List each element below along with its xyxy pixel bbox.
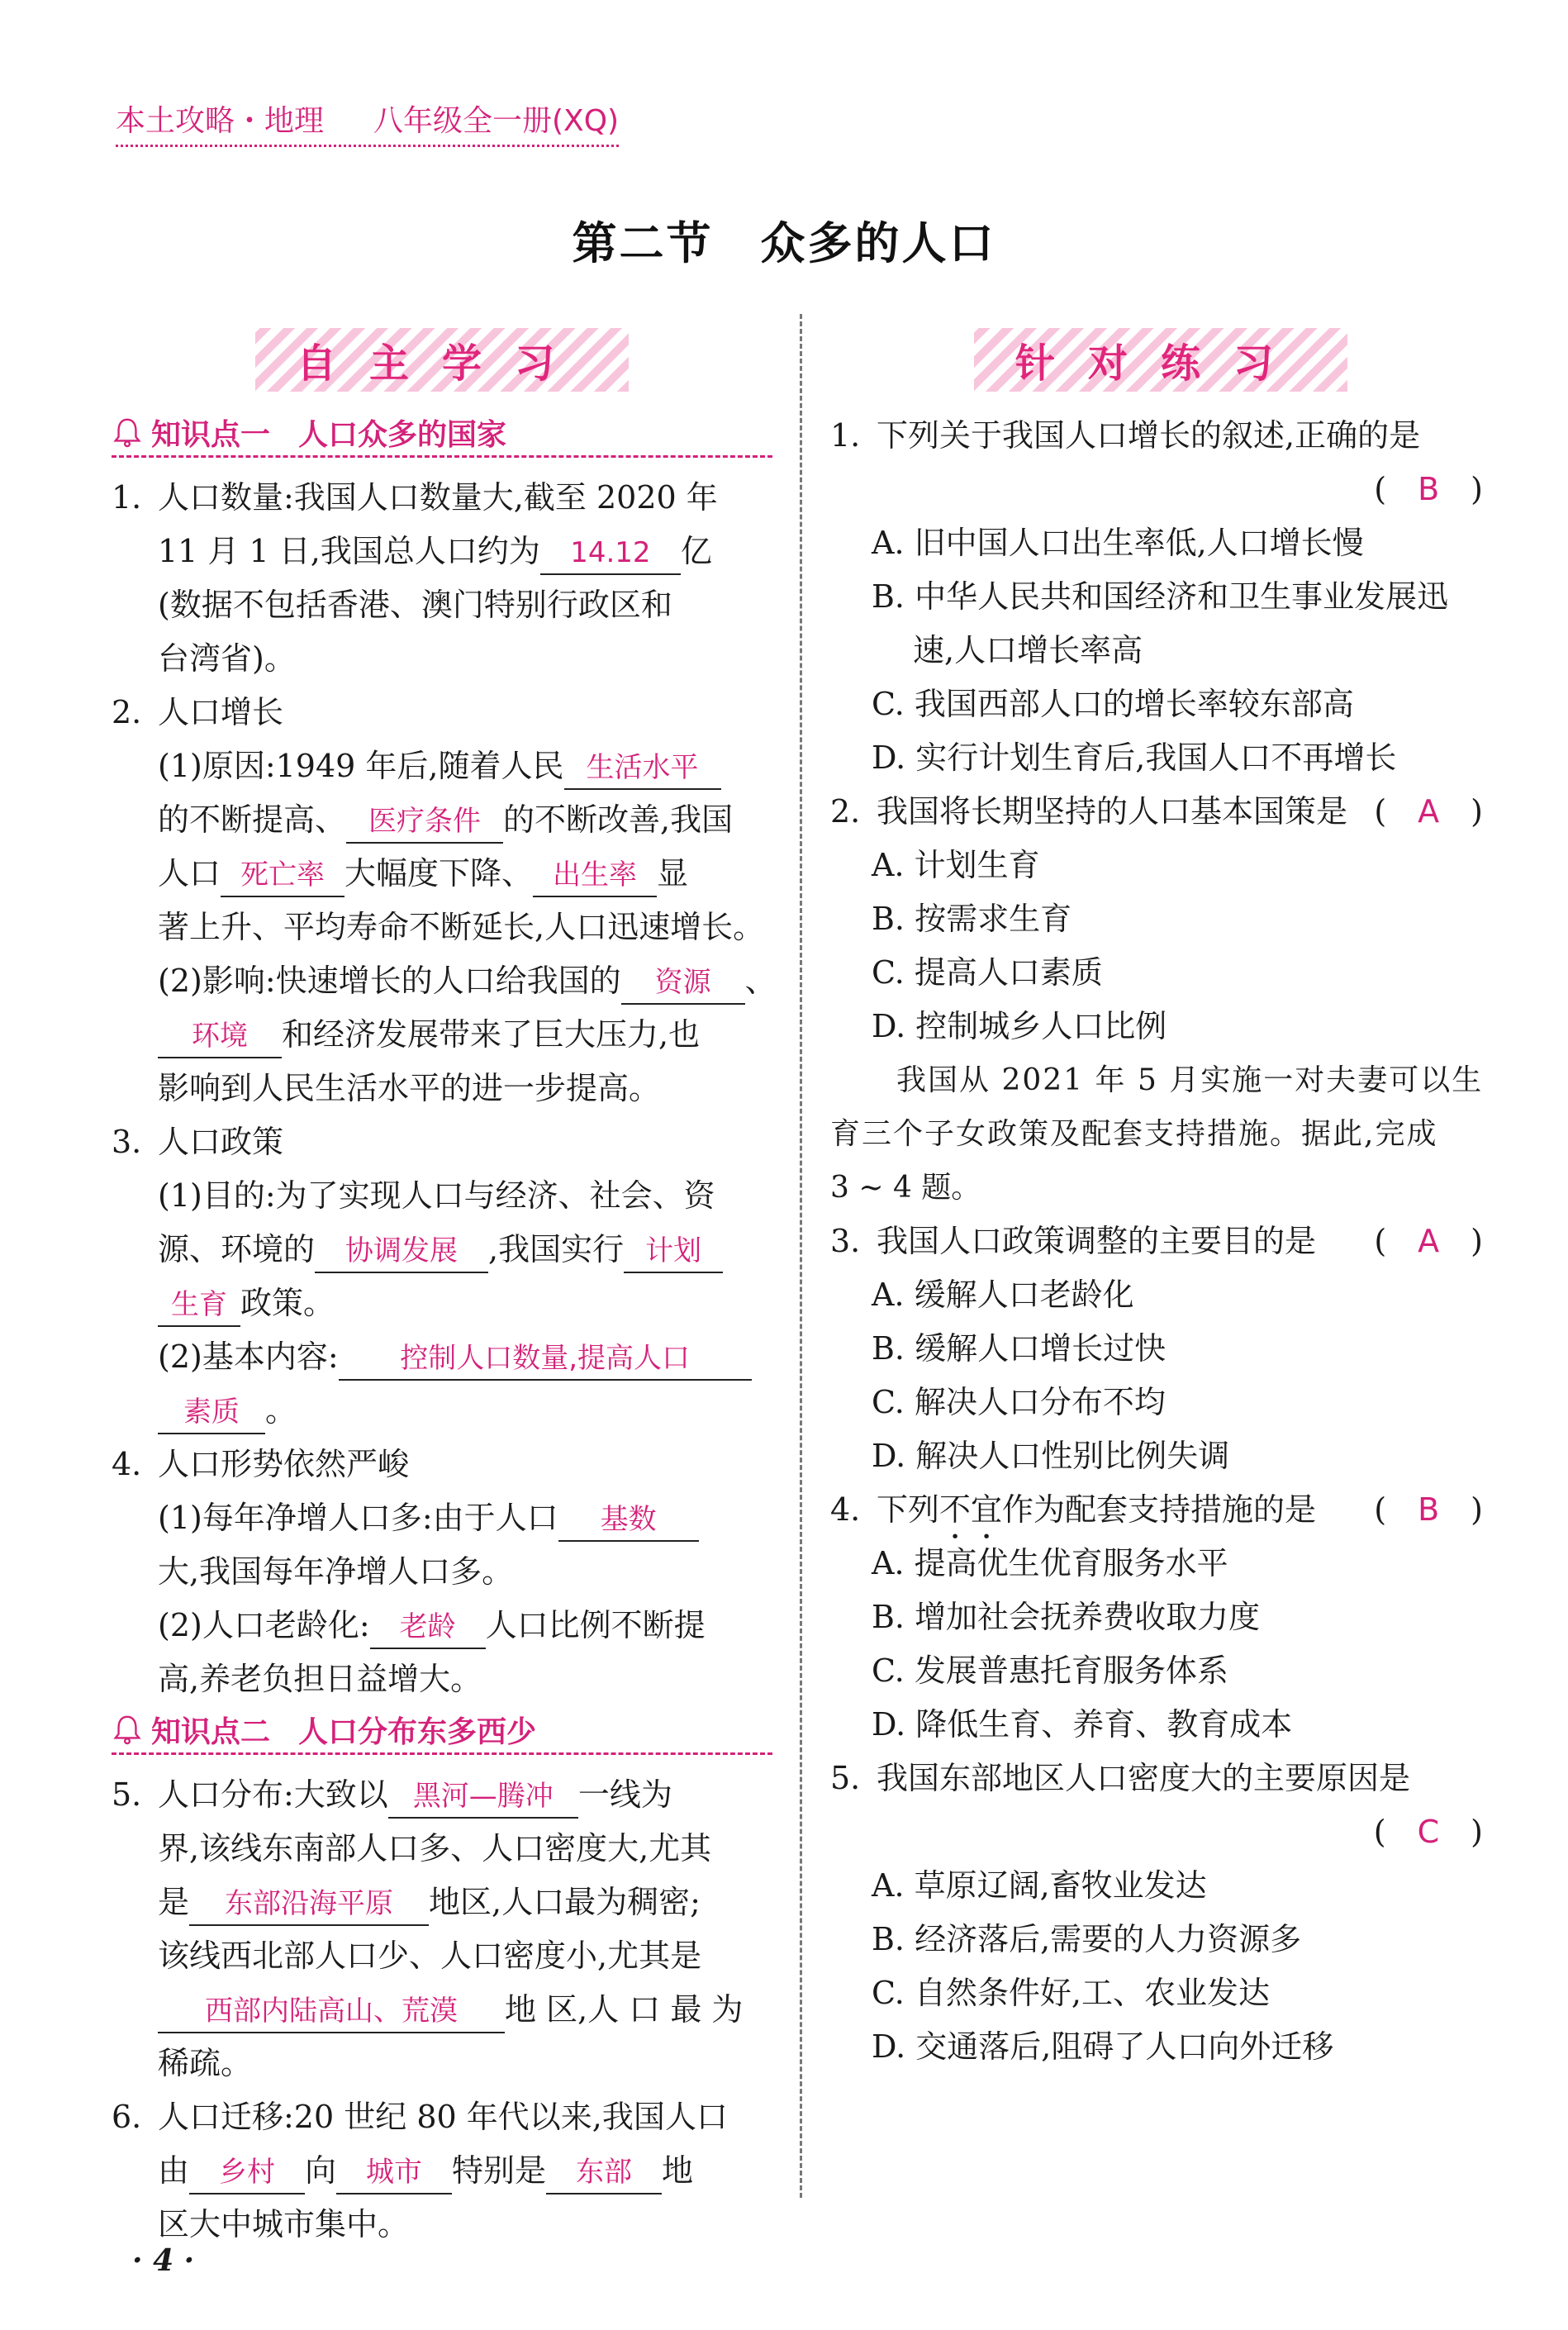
- left-item-2: [112, 686, 777, 1115]
- kp2-title: 人口分布东多西少: [298, 1714, 537, 1749]
- item-heading: 人口政策: [158, 1124, 284, 1160]
- text: 人口比例不断提: [485, 1607, 706, 1643]
- text: 该线西北部人口少、人口密度小,尤其是: [158, 1938, 702, 1974]
- text: 和经济发展带来了巨大压力,也: [282, 1016, 701, 1053]
- column-divider: [800, 314, 802, 2198]
- answer-letter: A: [1418, 793, 1440, 830]
- text: 亿: [680, 533, 712, 569]
- text: 的不断提高、: [158, 801, 347, 838]
- text: 地: [662, 2152, 694, 2189]
- item-number: 1.: [112, 479, 142, 516]
- option-b: B. 按需求生育: [872, 901, 1072, 937]
- question-stem: 作为配套支持措施的是: [1002, 1491, 1317, 1528]
- answer-letter: B: [1418, 1491, 1440, 1528]
- text: 著上升、平均寿命不断延长,人口迅速增长。: [158, 909, 765, 945]
- text: 源、环境的: [158, 1231, 316, 1267]
- option-c: C. 自然条件好,工、农业发达: [872, 1975, 1270, 2011]
- right-column: [830, 326, 1491, 2074]
- option-b: B. 经济落后,需要的人力资源多: [872, 1921, 1302, 1957]
- bell-icon: [112, 1714, 143, 1745]
- left-item-3: [112, 1115, 772, 1438]
- answer-blank: 乡村: [189, 2152, 305, 2194]
- text: 人口迁移:20 世纪 80 年代以来,我国人口: [158, 2099, 728, 2135]
- text: 人口数量:我国人口数量大,截至 2020 年: [158, 479, 718, 516]
- option-a: A. 计划生育: [872, 847, 1040, 883]
- question-number: 2.: [830, 793, 861, 830]
- answer-blank: 计划: [624, 1230, 723, 1273]
- answer-letter: A: [1418, 1223, 1440, 1259]
- answer-blank: 素质: [158, 1391, 265, 1434]
- emphasized-word: 不宜: [939, 1491, 1003, 1528]
- option-b: B. 增加社会抚养费收取力度: [872, 1599, 1261, 1635]
- answer-blank: 医疗条件: [346, 801, 503, 844]
- text: 向: [305, 2152, 337, 2189]
- bell-icon: [112, 416, 143, 448]
- text: (1)原因:1949 年后,随着人民: [158, 748, 564, 784]
- book-title: 本土攻略・地理: [116, 104, 325, 138]
- left-item-4: [112, 1438, 772, 1706]
- text: 的不断改善,我国: [503, 801, 734, 838]
- answer-blank: 资源: [621, 962, 745, 1005]
- option-d: D. 实行计划生育后,我国人口不再增长: [872, 739, 1397, 776]
- left-column: [112, 326, 777, 2252]
- text: 大,我国每年净增人口多。: [158, 1553, 514, 1590]
- question-5: [830, 1752, 1491, 2074]
- option-b: B. 缓解人口增长过快: [872, 1330, 1166, 1367]
- item-number: 3.: [112, 1124, 142, 1160]
- option-c: C. 解决人口分布不均: [872, 1384, 1166, 1420]
- text: 。: [265, 1392, 297, 1429]
- kp1-label: 知识点一: [151, 417, 271, 452]
- knowledge-point-2-header: [112, 1706, 772, 1755]
- banner-text: 自主学习: [296, 340, 587, 387]
- answer-blank: 生育: [158, 1284, 240, 1327]
- text: ,我国实行: [488, 1231, 625, 1267]
- text: 3 ~ 4 题。: [830, 1171, 981, 1205]
- question-stem: 下列关于我国人口增长的叙述,正确的是: [877, 417, 1421, 454]
- question-group-intro: [830, 1053, 1491, 1215]
- text: 一线为: [577, 1776, 672, 1813]
- answer-blank: 东部沿海平原: [189, 1883, 429, 1926]
- option-a: A. 提高优生优育服务水平: [872, 1545, 1228, 1581]
- answer-blank: 东部: [546, 2152, 662, 2194]
- question-number: 1.: [830, 417, 861, 454]
- text: 地区,人口最为稠密;: [429, 1884, 701, 1920]
- text: (1)目的:为了实现人口与经济、社会、资: [158, 1177, 715, 1214]
- answer-blank: 生活水平: [564, 747, 721, 790]
- option-d: D. 交通落后,阻碍了人口向外迁移: [872, 2028, 1334, 2065]
- answer-blank: 协调发展: [315, 1230, 488, 1273]
- text: 11 月 1 日,我国总人口约为: [158, 533, 540, 569]
- left-item-6: [112, 2090, 772, 2252]
- question-1: [830, 409, 1491, 785]
- text: 政策。: [240, 1285, 335, 1321]
- option-a: A. 缓解人口老龄化: [872, 1277, 1134, 1313]
- text: 界,该线东南部人口多、人口密度大,尤其: [158, 1830, 712, 1866]
- text: 稀疏。: [158, 2045, 253, 2081]
- text: 我国从 2021 年 5 月实施一对夫妻可以生: [896, 1063, 1484, 1097]
- text: 显: [657, 855, 689, 892]
- answer-letter: C: [1417, 1814, 1440, 1850]
- text: (2)人口老龄化:: [158, 1607, 370, 1643]
- option-c: C. 发展普惠托育服务体系: [872, 1652, 1228, 1689]
- answer-blank: 环境: [158, 1015, 282, 1058]
- kp2-label: 知识点二: [151, 1714, 271, 1749]
- item-number: 2.: [112, 694, 142, 730]
- practice-banner: [830, 326, 1491, 392]
- text: 台湾省)。: [158, 640, 296, 677]
- text: 育三个子女政策及配套支持措施。据此,完成: [830, 1117, 1438, 1151]
- answer-blank: 西部内陆高山、荒漠: [158, 1990, 505, 2033]
- book-edition: 八年级全一册(XQ): [373, 104, 620, 138]
- item-number: 4.: [112, 1446, 142, 1482]
- answer-blank: 14.12: [540, 532, 681, 575]
- question-stem: 我国人口政策调整的主要目的是: [877, 1223, 1317, 1259]
- answer-paren: ( B ): [1374, 471, 1483, 507]
- knowledge-point-1-header: [112, 409, 772, 458]
- item-number: 6.: [112, 2099, 142, 2135]
- kp1-title: 人口众多的国家: [298, 417, 507, 452]
- book-header: [116, 97, 619, 147]
- answer-blank: 城市: [336, 2152, 452, 2194]
- text: 影响到人民生活水平的进一步提高。: [158, 1070, 661, 1106]
- item-number: 5.: [112, 1776, 142, 1813]
- option-a: A. 旧中国人口出生率低,人口增长慢: [872, 525, 1364, 561]
- answer-blank: 控制人口数量,提高人口: [339, 1338, 752, 1381]
- text: 人口分布:大致以: [158, 1776, 388, 1813]
- answer-paren: ( A ): [1374, 1223, 1483, 1259]
- answer-paren: ( A ): [1374, 793, 1483, 830]
- text: 地 区,人 口 最 为: [505, 1991, 744, 2028]
- item-heading: 人口增长: [158, 694, 284, 730]
- text: (1)每年净增人口多:由于人口: [158, 1500, 558, 1536]
- self-study-banner: [112, 326, 772, 392]
- option-a: A. 草原辽阔,畜牧业发达: [872, 1867, 1207, 1904]
- banner-text: 针对练习: [1014, 340, 1306, 387]
- question-3: [830, 1215, 1491, 1483]
- text: 由: [158, 2152, 190, 2189]
- page-number: · 4 ·: [132, 2243, 195, 2278]
- left-item-5: [112, 1768, 772, 2090]
- option-b-cont: 速,人口增长率高: [913, 632, 1143, 668]
- option-c: C. 提高人口素质: [872, 954, 1103, 991]
- text: 区大中城市集中。: [158, 2206, 410, 2242]
- option-c: C. 我国西部人口的增长率较东部高: [872, 686, 1354, 722]
- option-d: D. 降低生育、养育、教育成本: [872, 1706, 1293, 1743]
- question-number: 5.: [830, 1760, 861, 1796]
- option-d: D. 控制城乡人口比例: [872, 1008, 1167, 1044]
- left-item-1: [112, 471, 772, 686]
- option-b: B. 中华人民共和国经济和卫生事业发展迅: [872, 578, 1449, 615]
- answer-blank: 黑河—腾冲: [388, 1776, 578, 1819]
- answer-paren: ( C ): [1373, 1814, 1483, 1850]
- question-2: [830, 785, 1491, 1053]
- item-heading: 人口形势依然严峻: [158, 1446, 410, 1482]
- answer-paren: ( B ): [1374, 1491, 1483, 1528]
- answer-blank: 出生率: [533, 854, 657, 897]
- text: 特别是: [452, 2152, 547, 2189]
- text: 人口: [158, 855, 221, 892]
- question-stem: 我国东部地区人口密度大的主要原因是: [877, 1760, 1411, 1796]
- question-4: [830, 1483, 1491, 1752]
- answer-blank: 基数: [558, 1499, 699, 1542]
- text: (2)影响:快速增长的人口给我国的: [158, 963, 621, 999]
- question-number: 4.: [830, 1491, 861, 1528]
- question-number: 3.: [830, 1223, 861, 1259]
- text: 、: [744, 963, 777, 999]
- text: (数据不包括香港、澳门特别行政区和: [158, 587, 672, 623]
- text: 高,养老负担日益增大。: [158, 1661, 482, 1697]
- question-stem: 下列: [877, 1491, 940, 1528]
- answer-letter: B: [1418, 471, 1440, 507]
- answer-blank: 死亡率: [221, 854, 344, 897]
- text: 是: [158, 1884, 190, 1920]
- text: 大幅度下降、: [344, 855, 534, 892]
- text: (2)基本内容:: [158, 1339, 339, 1375]
- option-d: D. 解决人口性别比例失调: [872, 1438, 1230, 1474]
- page-title: 第二节 众多的人口: [572, 216, 996, 269]
- answer-blank: 老龄: [370, 1606, 486, 1649]
- question-stem: 我国将长期坚持的人口基本国策是: [877, 793, 1348, 830]
